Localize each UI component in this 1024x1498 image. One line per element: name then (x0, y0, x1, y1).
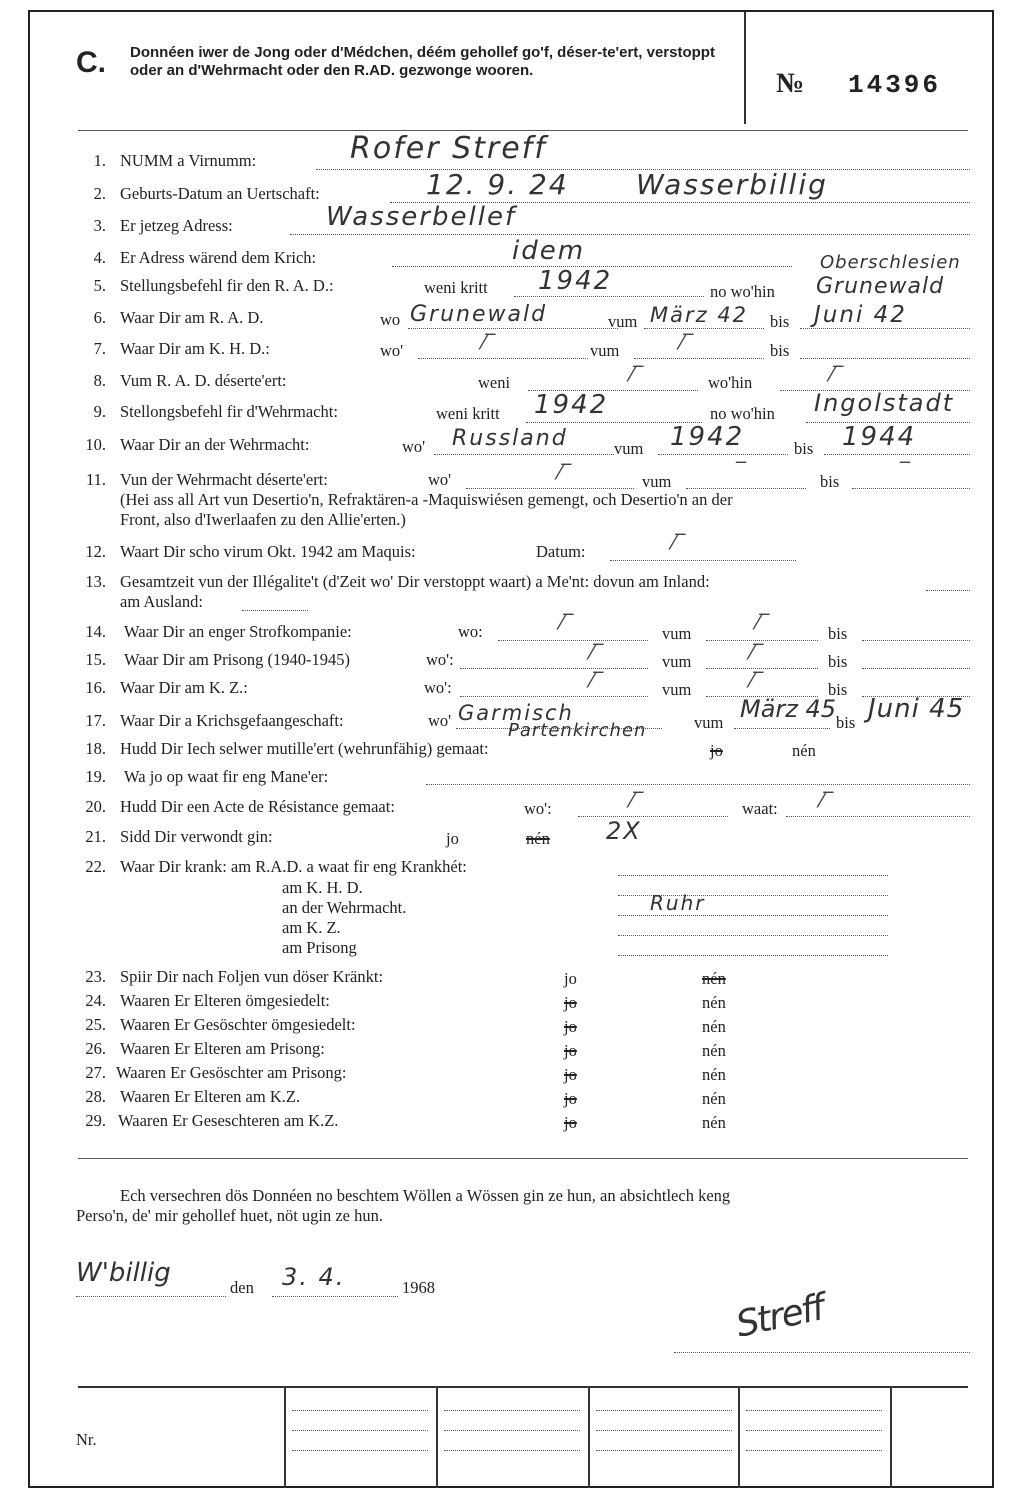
row-10-wo-field[interactable] (434, 454, 614, 455)
row-5-weni: weni kritt (424, 278, 488, 297)
row-13-label: Gesamtzeit vun der Illégalite't (d'Zeit wo' Dir verstoppt waart) a Me'nt: dovun am Inland: (120, 572, 710, 591)
declaration-line-1: Ech versechren dös Donnéen no beschtem Wöllen a Wössen gin ze hun, an absichtlech keng (120, 1186, 731, 1205)
row-14-bis-field[interactable] (862, 640, 970, 641)
row-22-rad-field[interactable] (618, 875, 888, 876)
row-5-place-2: Grunewald (816, 274, 945, 299)
row-16-wo-field[interactable] (460, 696, 648, 697)
row-8-number: 8. (93, 371, 106, 390)
row-17-wo-value-2: Partenkirchen (508, 720, 647, 741)
row-6-bis-value: Juni 42 (814, 302, 907, 328)
row-17-bis-value: Juni 45 (868, 694, 965, 724)
date-field[interactable] (272, 1296, 398, 1297)
row-10-wo-value: Russland (452, 426, 568, 451)
row-7-vum: vum (590, 341, 620, 360)
row-27-jo[interactable]: jo (564, 1065, 577, 1084)
row-16-label: Waar Dir am K. Z.: (120, 678, 248, 697)
footer-cell-3a[interactable] (596, 1410, 732, 1411)
row-24-number: 24. (85, 991, 106, 1010)
row-10-label: Waar Dir an der Wehrmacht: (120, 435, 310, 454)
row-15-bis: bis (828, 652, 848, 671)
footer-cell-1b[interactable] (292, 1430, 428, 1431)
row-4-label: Er Adress wärend dem Krich: (120, 248, 317, 267)
row-11-wo-field[interactable] (466, 488, 634, 489)
row-19-field[interactable] (426, 784, 970, 785)
row-23-jo[interactable]: jo (564, 969, 577, 988)
row-22-kz-field[interactable] (618, 935, 888, 936)
row-11-bis-field[interactable] (852, 488, 970, 489)
row-21-label: Sidd Dir verwondt gin: (120, 827, 273, 846)
sign-date: 3. 4. (282, 1263, 346, 1291)
row-25-label: Waaren Er Gesöschter ömgesiedelt: (120, 1015, 356, 1034)
row-15-bis-field[interactable] (862, 668, 970, 669)
row-15-number: 15. (85, 650, 106, 669)
form-title: Donnéen iwer de Jong oder d'Médchen, déém gehollef go'f, déser-te'ert, verstoppt oder an d'Wehrmacht oder den R.AD. gezwonge wooren. (130, 44, 715, 79)
row-17-vum: vum (694, 713, 724, 732)
row-29-label: Waaren Er Geseschteren am K.Z. (118, 1111, 339, 1130)
row-20-waat-field[interactable] (786, 816, 970, 817)
row-16-bis: bis (828, 680, 848, 699)
footer-col-2 (436, 1386, 438, 1488)
footer-top-line (78, 1386, 968, 1388)
row-20-wo-dash: ⁄‾ (630, 788, 644, 812)
row-14-bis: bis (828, 624, 848, 643)
row-10-bis: bis (794, 439, 814, 458)
row-10-number: 10. (85, 435, 106, 454)
row-7-label: Waar Dir am K. H. D.: (120, 339, 270, 358)
row-2-place: Wasserbillig (636, 168, 828, 201)
row-6-wo: wo (380, 310, 401, 329)
footer-col-1 (284, 1386, 286, 1488)
number-label: № (776, 68, 805, 99)
footer-cell-2b[interactable] (444, 1430, 580, 1431)
row-9-weni: weni kritt (436, 404, 500, 423)
row-27-number: 27. (85, 1063, 106, 1082)
footer-cell-4b[interactable] (746, 1430, 882, 1431)
footer-col-5 (890, 1386, 892, 1488)
row-27-label: Waaren Er Gesöschter am Prisong: (116, 1063, 347, 1082)
row-7-bis: bis (770, 341, 790, 360)
place-field[interactable] (76, 1296, 226, 1297)
row-28-number: 28. (85, 1087, 106, 1106)
row-16-number: 16. (85, 678, 106, 697)
row-13-ausland-field[interactable] (242, 610, 308, 611)
row-28-jo[interactable]: jo (564, 1089, 577, 1108)
row-14-wo-dash: ⁄‾ (560, 610, 574, 634)
section-letter: C. (76, 46, 106, 79)
row-15-wo-field[interactable] (460, 668, 648, 669)
footer-cell-1c[interactable] (292, 1450, 428, 1451)
row-18-label: Hudd Dir Iech selwer mutille'ert (wehrunfähig) gemaat: (120, 739, 489, 758)
row-25-jo[interactable]: jo (564, 1017, 577, 1036)
footer-cell-3b[interactable] (596, 1430, 732, 1431)
row-24-label: Waaren Er Elteren ömgesiedelt: (120, 991, 330, 1010)
row-22-prisong: am Prisong (282, 938, 357, 957)
row-15-vum-dash: ⁄‾ (750, 640, 764, 664)
row-19-number: 19. (85, 767, 106, 786)
row-6-vum-field[interactable] (644, 328, 764, 329)
row-8-weni-dash: ⁄‾ (630, 362, 644, 386)
row-11-number: 11. (85, 470, 106, 489)
row-5-place-1: Oberschlesien (820, 252, 961, 273)
row-11-bis-dash: ‾ (900, 458, 910, 482)
footer-cell-2a[interactable] (444, 1410, 580, 1411)
row-28-nen[interactable]: nén (702, 1089, 726, 1108)
row-25-number: 25. (85, 1015, 106, 1034)
row-22-number: 22. (85, 857, 106, 876)
row-12-datum-field[interactable] (610, 560, 796, 561)
row-23-nen[interactable]: nén (702, 969, 726, 988)
row-14-label: Waar Dir an enger Strofkompanie: (124, 622, 352, 641)
footer-cell-4c[interactable] (746, 1450, 882, 1451)
row-20-waat-dash: ⁄‾ (820, 788, 834, 812)
row-20-label: Hudd Dir een Acte de Résistance gemaat: (120, 797, 395, 816)
row-6-vum-value: März 42 (650, 303, 749, 327)
row-14-vum-dash: ⁄‾ (756, 610, 770, 634)
row-6-vum: vum (608, 312, 638, 331)
row-17-number: 17. (85, 711, 106, 730)
row-13-number: 13. (85, 572, 106, 591)
row-2-label: Geburts-Datum an Uertschaft: (120, 184, 320, 203)
row-29-number: 29. (85, 1111, 106, 1130)
row-7-wo: wo' (380, 341, 404, 360)
row-10-vum-field[interactable] (658, 454, 788, 455)
row-1-number: 1. (93, 151, 106, 170)
row-10-vum-value: 1942 (670, 422, 745, 452)
row-16-wo: wo': (424, 678, 452, 697)
row-17-label: Waar Dir a Krichsgefaangeschaft: (120, 711, 344, 730)
row-22-label: Waar Dir krank: am R.A.D. a waat fir eng Krankhét: (120, 857, 467, 876)
row-6-label: Waar Dir am R. A. D. (120, 308, 264, 327)
row-11-vum: vum (642, 472, 672, 491)
row-17-bis: bis (836, 713, 856, 732)
row-22-wehrmacht-value: Ruhr (650, 891, 706, 915)
row-16-vum-dash: ⁄‾ (750, 668, 764, 692)
row-9-label: Stellongsbefehl fir d'Wehrmacht: (120, 402, 338, 421)
row-11-wo-dash: ⁄‾ (558, 460, 572, 484)
row-20-wo-field[interactable] (578, 816, 728, 817)
row-12-label: Waart Dir scho virum Okt. 1942 am Maquis: (120, 542, 416, 561)
declaration-line-2: Perso'n, de' mir gehollef huet, nöt ugin ze hun. (76, 1206, 384, 1225)
row-22-prisong-field[interactable] (618, 955, 888, 956)
row-14-wo-field[interactable] (498, 640, 648, 641)
row-7-bis-field[interactable] (800, 358, 970, 359)
row-21-number: 21. (85, 827, 106, 846)
row-6-wo-value: Grunewald (410, 302, 548, 327)
row-21-count: 2X (606, 817, 642, 845)
row-20-number: 20. (85, 797, 106, 816)
row-8-wohin-dash: ⁄‾ (830, 362, 844, 386)
row-16-vum: vum (662, 680, 692, 699)
row-7-wo-dash: ⁄‾ (482, 330, 496, 354)
row-11-bis: bis (820, 472, 840, 491)
row-11-vum-field[interactable] (686, 488, 806, 489)
row-20-wo: wo': (524, 799, 552, 818)
row-6-bis: bis (770, 312, 790, 331)
footer-col-4 (738, 1386, 740, 1488)
row-10-bis-field[interactable] (824, 454, 970, 455)
year-label: 1968 (402, 1278, 435, 1297)
row-28-label: Waaren Er Elteren am K.Z. (120, 1087, 301, 1106)
row-5-year: 1942 (538, 266, 613, 296)
row-4-address: idem (512, 236, 586, 266)
row-11-note-1: (Hei ass all Art vun Desertio'n, Refraktären-a -Maquiswiésen gemengt, och Desertio'n an der (120, 490, 733, 509)
footer-cell-4a[interactable] (746, 1410, 882, 1411)
row-8-weni: weni (478, 373, 511, 392)
row-13-ausland: am Ausland: (120, 592, 203, 611)
row-29-jo[interactable]: jo (564, 1113, 577, 1132)
row-14-wo: wo: (458, 622, 483, 641)
row-27-nen[interactable]: nén (702, 1065, 726, 1084)
row-9-place: Ingolstadt (814, 389, 955, 417)
row-24-jo[interactable]: jo (564, 993, 577, 1012)
row-17-wo-value-1: Garmisch (458, 701, 574, 725)
row-22-wehrmacht: an der Wehrmacht. (282, 898, 407, 917)
row-6-number: 6. (93, 308, 106, 327)
row-17-wo: wo' (428, 711, 452, 730)
form-number: 14396 (848, 70, 942, 100)
row-12-number: 12. (85, 542, 106, 561)
row-7-number: 7. (93, 339, 106, 358)
row-4-number: 4. (93, 248, 106, 267)
row-1-name: Rofer Streff (350, 131, 547, 166)
row-18-nen[interactable]: nén (792, 741, 816, 760)
row-14-number: 14. (85, 622, 106, 641)
row-10-bis-value: 1944 (842, 422, 917, 452)
row-5-wohin: no wo'hin (710, 282, 775, 301)
row-7-vum-field[interactable] (634, 358, 764, 359)
row-15-vum: vum (662, 652, 692, 671)
signature-field[interactable] (674, 1352, 970, 1353)
row-17-vum-field[interactable] (734, 728, 830, 729)
row-21-nen[interactable]: nén (526, 829, 550, 848)
row-11-vum-dash: ‾ (736, 458, 746, 482)
row-6-bis-field[interactable] (800, 328, 970, 329)
row-3-field[interactable] (290, 234, 970, 235)
row-9-number: 9. (93, 402, 106, 421)
row-6-wo-field[interactable] (408, 328, 618, 329)
form-page (28, 10, 994, 1488)
row-21-jo[interactable]: jo (446, 829, 459, 848)
header-divider (744, 12, 746, 124)
row-22-kz: am K. Z. (282, 918, 341, 937)
row-10-wo: wo' (402, 437, 426, 456)
row-26-label: Waaren Er Elteren am Prisong: (120, 1039, 325, 1058)
row-11-label: Vun der Wehrmacht déserte'ert: (120, 470, 328, 489)
row-15-label: Waar Dir am Prisong (1940-1945) (124, 650, 350, 669)
row-12-datum: Datum: (536, 542, 586, 561)
row-5-number: 5. (93, 276, 106, 295)
row-15-wo: wo': (426, 650, 454, 669)
row-22-khd: am K. H. D. (282, 878, 363, 897)
row-16-wo-dash: ⁄‾ (590, 668, 604, 692)
row-26-number: 26. (85, 1039, 106, 1058)
row-24-nen[interactable]: nén (702, 993, 726, 1012)
row-25-nen[interactable]: nén (702, 1017, 726, 1036)
row-12-datum-dash: ⁄‾ (672, 530, 686, 554)
row-2-number: 2. (93, 184, 106, 203)
row-23-number: 23. (85, 967, 106, 986)
section-divider (78, 1158, 968, 1159)
row-8-wohin: wo'hin (708, 373, 753, 392)
row-17-vum-value: März 45 (740, 695, 837, 723)
row-9-year: 1942 (534, 390, 609, 420)
row-10-vum: vum (614, 439, 644, 458)
row-11-wo: wo' (428, 470, 452, 489)
row-2-date: 12. 9. 24 (426, 168, 569, 201)
row-19-label: Wa jo op waat fir eng Mane'er: (124, 767, 329, 786)
row-18-jo[interactable]: jo (710, 741, 723, 760)
footer-cell-3c[interactable] (596, 1450, 732, 1451)
den-label: den (230, 1278, 254, 1297)
row-5-label: Stellungsbefehl fir den R. A. D.: (120, 276, 334, 295)
row-7-vum-dash: ⁄‾ (680, 330, 694, 354)
row-15-wo-dash: ⁄‾ (590, 640, 604, 664)
row-11-note-2: Front, also d'Iwerlaafen zu den Allie'erten.) (120, 510, 406, 529)
footer-nr: Nr. (76, 1430, 97, 1449)
row-26-jo[interactable]: jo (564, 1041, 577, 1060)
footer-cell-2c[interactable] (444, 1450, 580, 1451)
row-20-waat: waat: (742, 799, 778, 818)
row-14-vum: vum (662, 624, 692, 643)
footer-col-3 (588, 1386, 590, 1488)
footer-cell-1a[interactable] (292, 1410, 428, 1411)
row-13-inland-field[interactable] (926, 590, 970, 591)
row-5-year-field[interactable] (514, 296, 704, 297)
row-9-wohin: no wo'hin (710, 404, 775, 423)
row-3-address: Wasserbellef (326, 202, 517, 232)
row-8-label: Vum R. A. D. déserte'ert: (120, 371, 287, 390)
row-29-nen[interactable]: nén (702, 1113, 726, 1132)
row-7-wo-field[interactable] (418, 358, 588, 359)
row-23-label: Spiir Dir nach Foljen vun döser Kränkt: (120, 967, 384, 986)
signature: Streff (732, 1287, 827, 1346)
row-1-label: NUMM a Virnumm: (120, 151, 257, 170)
row-26-nen[interactable]: nén (702, 1041, 726, 1060)
row-3-label: Er jetzeg Adress: (120, 216, 233, 235)
sign-place: W'billig (76, 1258, 171, 1288)
row-18-number: 18. (85, 739, 106, 758)
row-3-number: 3. (93, 216, 106, 235)
